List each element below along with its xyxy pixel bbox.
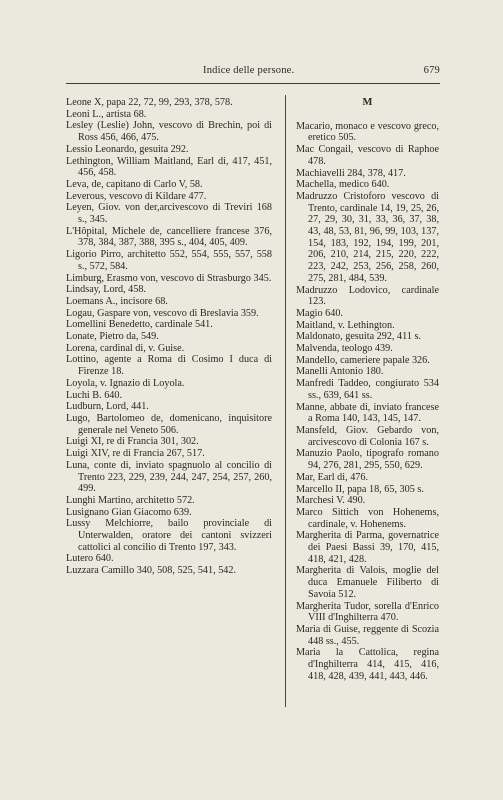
index-entry: Lethington, William Maitland, Earl di, 417, 451, 456, 458. [66,155,272,179]
index-entry: Madruzzo Cristoforo vescovo di Trento, cardinale 14, 19, 25, 26, 27, 29, 30, 31, 33, 36, 37, 38, 43, 48, 53, 81, 96, 99, 103, 137, 154, 183, 192, 194, 199, 201, 206, 210, 214, 215, 220, 222, 223, 242, 253, 256, 258, 260, 275, 281, 484, 539. [296,190,439,284]
index-entry: Lusignano Gian Giacomo 639. [66,506,192,518]
index-entry: Lonate, Pietro da, 549. [66,331,159,343]
page-number: 679 [423,65,440,76]
index-entry: Maria la Cattolica, regina d'Inghilterra 414, 415, 416, 418, 428, 439, 441, 443, 446. [296,647,439,682]
index-entry: Lussy Melchiorre, bailo provinciale di Unterwalden, oratore dei cantoni svizzeri cattolici al concilio di Trento 197, 343. [66,518,272,553]
index-entry: Luna, conte di, inviato spagnuolo al concilio di Trento 223, 229, 239, 244, 247, 254, 257, 260, 499. [66,459,272,495]
index-entry: Maria di Guise, reggente di Scozia 448 ss., 455. [296,623,439,647]
index-entry: Lessio Leonardo, gesuita 292. [66,143,189,155]
index-entry: Lomellini Benedetto, cardinale 541. [66,319,213,331]
index-entry: Logau, Gaspare von, vescovo di Breslavia 359. [66,307,259,319]
index-entry: Ludburn, Lord, 441. [66,401,149,413]
running-header [66,63,440,81]
index-entry: Lunghi Martino, architetto 572. [66,494,195,506]
right-entries [296,121,439,683]
index-entry: Luigi XIV, re di Francia 267, 517. [66,448,205,460]
index-entry: Leone X, papa 22, 72, 99, 293, 378, 578. [66,97,233,108]
index-entry: Ligorio Pirro, architetto 552, 554, 555, 557, 558 s., 572, 584. [66,249,272,272]
index-entry: Lindsay, Lord, 458. [66,284,146,296]
index-entry: Marchesi V. 490. [296,495,366,507]
index-entry: Mandello, cameriere papale 326. [296,354,430,366]
index-entry: Margherita di Valois, moglie del duca Emanuele Filiberto di Savoia 512. [296,565,439,600]
section-letter: M [362,97,373,108]
index-entry: Mansfeld, Giov. Gebardo von, arcivescovo di Colonia 167 s. [296,424,439,448]
right-column [296,97,439,682]
index-entry: Luigi XI, re di Francia 301, 302. [66,436,199,448]
index-entry: Manelli Antonio 180. [296,366,384,378]
index-entry: Maitland, v. Lethington. [296,319,395,331]
running-title: Indice delle persone. [203,65,295,76]
index-entry: Leoni L., artista 68. [66,108,147,120]
index-entry: Leva, de, capitano di Carlo V, 58. [66,178,203,190]
index-entry: Machiavelli 284, 378, 417. [296,167,406,179]
index-entry: Malvenda, teologo 439. [296,343,393,355]
index-entry: Luchi B. 640. [66,389,123,401]
index-entry: Manfredi Taddeo, congiurato 534 ss., 639, 641 ss. [296,378,439,401]
index-entry: Marcello II, papa 18, 65, 305 s. [296,483,424,495]
index-entry: Mac Congail, vescovo di Raphoe 478. [296,144,439,167]
index-entry: Manne, abbate di, inviato francese a Roma 140, 143, 145, 147. [296,401,439,425]
index-entry: Lutero 640. [66,553,114,565]
index-entry: Mar, Earl di, 476. [296,471,369,483]
index-entry: Manuzio Paolo, tipografo romano 94, 276, 281, 295, 550, 629. [296,448,439,472]
index-entry: L'Hôpital, Michele de, cancelliere francese 376, 378, 384, 387, 388, 395 s., 404, 405, 409. [66,225,272,249]
index-entry: Machella, medico 640. [296,179,390,191]
index-entry: Leverous, vescovo di Kildare 477. [66,190,207,202]
index-entry: Maldonato, gesuita 292, 411 s. [296,331,421,343]
index-entry: Madruzzo Lodovico, cardinale 123. [296,284,439,308]
index-entry: Margherita Tudor, sorella d'Enrico VIII d'Inghilterra 470. [296,600,439,624]
header-rule [66,83,440,84]
index-entry: Leyen, Giov. von der,arcivescovo di Treviri 168 s., 345. [66,202,272,226]
index-entry: Loemans A., incisore 68. [66,295,168,307]
column-divider [285,95,286,707]
index-entry: Loyola, v. Ignazio di Loyola. [66,377,185,389]
index-entry: Lottino, agente a Roma di Cosimo I duca di Firenze 18. [66,354,272,378]
index-entry: Macario, monaco e vescovo greco, eretico 505. [296,120,439,144]
index-entry: Marco Sittich von Hohenems, cardinale, v. Hohenems. [296,506,439,530]
left-column [66,97,272,577]
index-entry: Limburg, Erasmo von, vescovo di Strasburgo 345. [66,272,272,284]
index-entry: Magio 640. [296,307,343,319]
index-entry: Luzzara Camillo 340, 508, 525, 541, 542. [66,565,237,577]
index-entry: Lugo, Bartolomeo de, domenicano, inquisitore generale nel Veneto 506. [66,412,272,436]
index-entry: Lesley (Leslie) John, vescovo di Brechin, poi di Ross 456, 466, 475. [66,120,272,144]
index-entry: Lorena, cardinal di, v. Guise. [66,342,185,354]
index-entry: Margherita di Parma, governatrice dei Paesi Bassi 39, 170, 415, 418, 421, 428. [296,530,439,565]
